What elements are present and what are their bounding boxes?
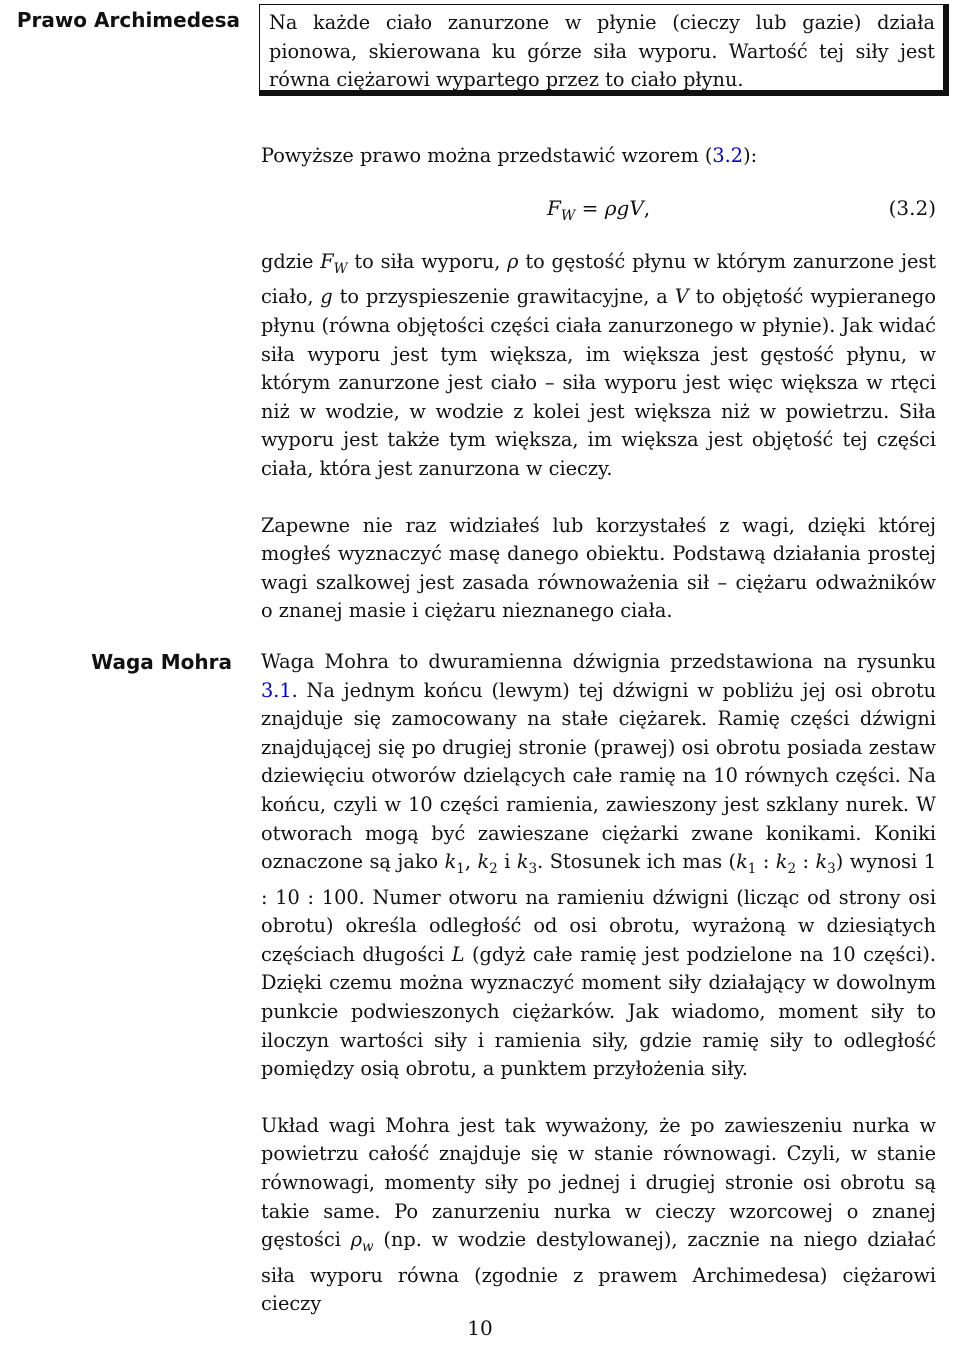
body-column-top [261,248,936,654]
paragraph-buoyancy-explanation: gdzie $F_W$ to siła wyporu, ρ to gęstość płynu w którym zanurzone jest ciało, g to przyspieszenie grawitacyjne, a V to objętość wypieranego płynu (równa objętości części ciała zanurzonego w płynie). Jak widać siła wyporu jest tym większa, im większa jest gęstość płynu, w którym zanurzone jest ciało – siła wyporu jest więc większa w rtęci niż w wodzie, w wodzie z kolei jest większa niż w powietrzu. Siła wyporu jest także tym większa, im większa jest objętość tej części ciała, która jest zanurzona w cieczy. [261,250,936,481]
section-label-mohr: Waga Mohra [91,650,232,674]
figure-reference-link[interactable]: 3.1 [261,678,292,702]
body-column-mohr [261,648,936,1347]
equation-number: (3.2) [888,196,936,220]
page-number: 10 [467,1316,493,1340]
law-statement-box: Na każde ciało zanurzone w płynie (cieczy lub gazie) działa pionowa, skierowana ku górze siła wyporu. Wartość tej siły jest równa ciężarowi wypartego przez to ciało płynu. [259,4,949,96]
intro-line: Powyższe prawo można przedstawić wzorem (3.2): [261,144,758,167]
buoyancy-equation: $F_W = \rho gV$, [547,196,651,224]
equation-reference-link[interactable]: 3.2 [712,144,744,167]
paragraph-mohr-description: Waga Mohra to dwuramienna dźwignia przedstawiona na rysunku 3.1. Na jednym końcu (lewym) tej dźwigni w pobliżu jej osi obrotu znajduje się zamocowany na stałe ciężarek. Ramię części dźwigni znajdującej się po drugiej stronie (prawej) osi obrotu posiada zestaw dziewięciu otworów dzielących całe ramię na 10 równych części. Na końcu, czyli w 10 części ramienia, zawieszony jest szklany nurek. W otworach mogą być zawieszane ciężarki zwane konikami. Koniki oznaczone są jako $k_1$, $k_2$ i $k_3$. Stosunek ich mas ($k_1$ : $k_2$ : $k_3$) wynosi 1 : 10 : 100. Numer otworu na ramieniu dźwigni (licząc od strony osi obrotu) określa odległość od osi obrotu, wyrażoną w dziesiątych częściach długości L (gdyż całe ramię jest podzielone na 10 części). Dzięki czemu można wyznaczyć moment siły działający w dowolnym punkcie podwieszonych ciężarków. Jak wiadomo, moment siły to iloczyn wartości siły i ramienia siły, gdzie ramię siły to odległość pomiędzy osią obrotu, a punktem przyłożenia siły. [261,650,937,1081]
paragraph-balance: Zapewne nie raz widziałeś lub korzystałeś z wagi, dzięki której mogłeś wyznaczyć masę danego obiektu. Podstawą działania prostej wagi szalkowej jest zasada równoważenia sił – ciężaru odważników o znanej masie i ciężaru nieznanego ciała. [261,513,936,623]
section-label-archimedes: Prawo Archimedesa [16,8,240,32]
equation-row [261,196,936,226]
paragraph-mohr-equilibrium: Układ wagi Mohra jest tak wyważony, że po zawieszeniu nurka w powietrzu całość znajduje się w stanie równowagi. Czyli, w stanie równowagi, momenty siły po jednej i drugiej stronie osi obrotu są takie same. Po zanurzeniu nurka w cieczy wzorcowej o znanej gęstości $\rho_w$ (np. w wodzie destylowanej), zacznie na niego działać siła wyporu równa (zgodnie z prawem Archimedesa) ciężarowi cieczy [261,1113,936,1316]
